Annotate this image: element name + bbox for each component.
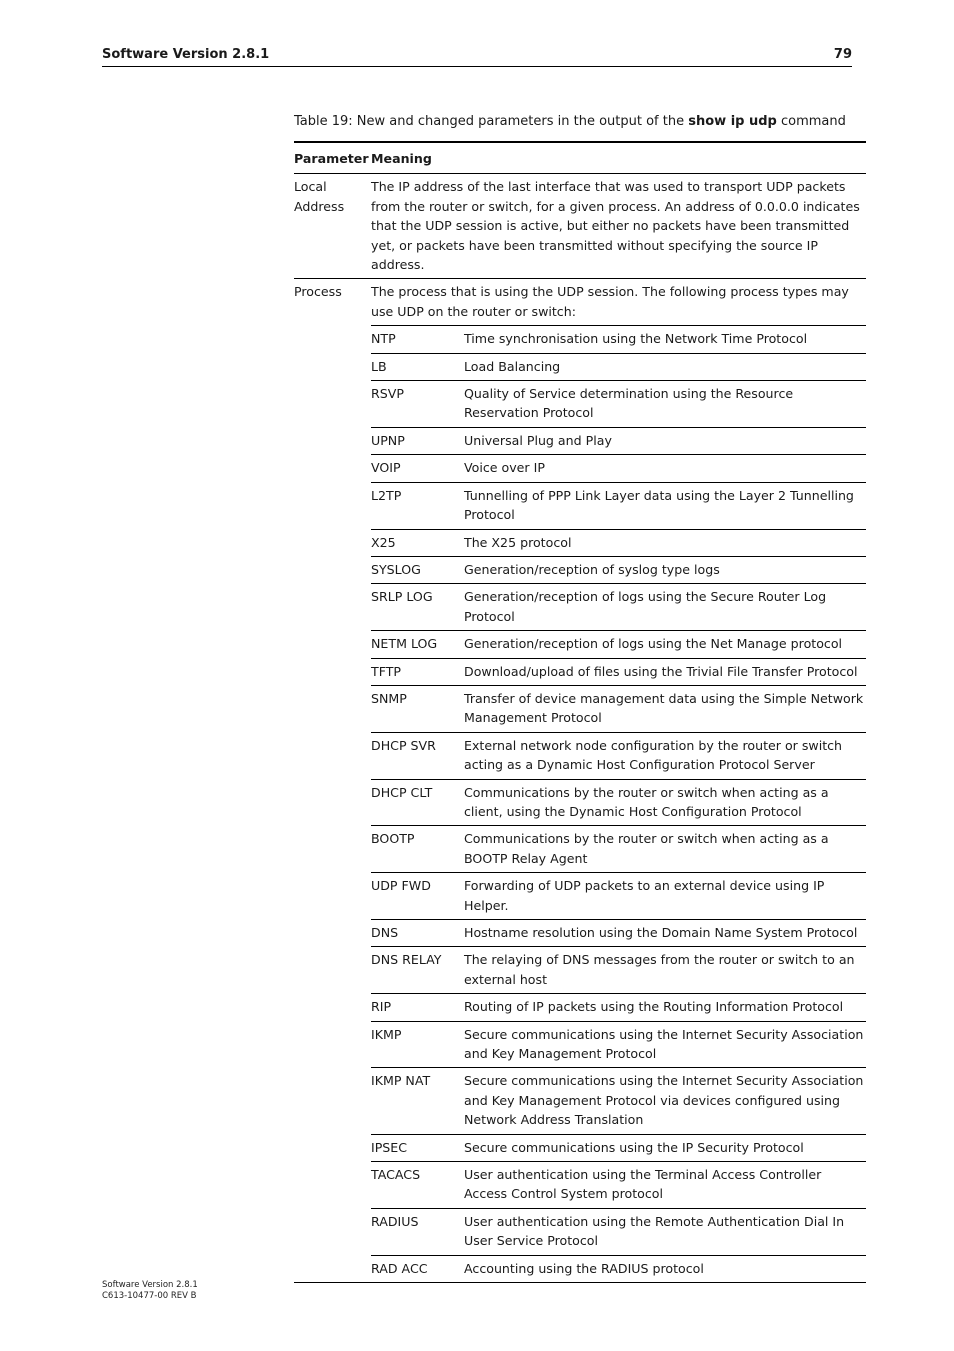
process-type-row — [371, 686, 866, 733]
process-meaning-cell — [371, 282, 866, 1282]
header-parameter: Parameter — [294, 151, 369, 166]
process-type-row — [371, 733, 866, 780]
process-type-description: Accounting using the RADIUS protocol — [464, 1260, 704, 1276]
process-type-row — [371, 1022, 866, 1069]
process-type-row — [371, 1162, 866, 1209]
process-type-name: DHCP CLT — [371, 784, 433, 800]
param-cell: Local Address — [294, 179, 345, 214]
process-type-name: SNMP — [371, 690, 407, 706]
footer-doc-id: C613-10477-00 REV B — [102, 1291, 197, 1301]
process-type-name: RAD ACC — [371, 1260, 428, 1276]
process-type-row — [371, 947, 866, 994]
process-type-description: Quality of Service determination using the Resource Reservation Protocol — [464, 386, 794, 421]
process-type-description: Generation/reception of syslog type logs — [464, 561, 720, 577]
process-type-name: RSVP — [371, 386, 404, 402]
process-type-description: External network node configuration by the router or switch acting as a Dynamic Host Configuration Protocol Server — [464, 737, 843, 773]
page-header — [102, 47, 852, 67]
process-type-name: L2TP — [371, 487, 402, 503]
page-footer — [102, 1280, 198, 1302]
process-type-description: Download/upload of files using the Trivial File Transfer Protocol — [464, 663, 858, 679]
header-meaning: Meaning — [371, 151, 432, 166]
process-type-name: LB — [371, 358, 387, 374]
process-type-description: Tunnelling of PPP Link Layer data using the Layer 2 Tunnelling Protocol — [464, 487, 854, 523]
process-type-row — [371, 1135, 866, 1162]
process-type-list — [371, 325, 866, 1282]
table-header-row — [294, 143, 866, 174]
process-type-row — [371, 1256, 866, 1282]
process-intro: The process that is using the UDP session. The following process types may use UDP on the router or switch: — [371, 284, 849, 319]
process-type-row — [371, 659, 866, 686]
process-type-name: RIP — [371, 999, 392, 1015]
caption-command: show ip udp — [688, 114, 777, 129]
process-type-row — [371, 826, 866, 873]
process-type-description: User authentication using the Remote Authentication Dial In User Service Protocol — [464, 1213, 845, 1249]
table-caption — [294, 114, 866, 129]
process-type-name: TFTP — [371, 663, 402, 679]
process-type-description: Generation/reception of logs using the Net Manage protocol — [464, 636, 843, 652]
process-type-name: NETM LOG — [371, 636, 438, 652]
process-type-description: Generation/reception of logs using the Secure Router Log Protocol — [464, 589, 827, 624]
process-type-name: RADIUS — [371, 1213, 419, 1229]
process-type-row — [371, 326, 866, 353]
process-type-description: Voice over IP — [464, 460, 545, 476]
process-type-row — [371, 873, 866, 920]
process-type-description: Secure communications using the IP Security Protocol — [464, 1139, 804, 1155]
process-type-name: IKMP — [371, 1026, 402, 1042]
process-type-name: IPSEC — [371, 1139, 408, 1155]
table-row — [294, 174, 866, 279]
process-type-row — [371, 428, 866, 455]
process-type-row — [371, 780, 866, 827]
process-type-name: VOIP — [371, 460, 401, 476]
process-type-row — [371, 1068, 866, 1134]
page-number: 79 — [833, 47, 852, 62]
process-type-name: DNS — [371, 925, 399, 940]
process-type-description: The relaying of DNS messages from the router or switch to an external host — [464, 952, 855, 987]
process-type-description: Hostname resolution using the Domain Name System Protocol — [464, 925, 858, 940]
process-type-row — [371, 455, 866, 482]
process-type-row — [371, 530, 866, 557]
process-type-description: Transfer of device management data using the Simple Network Management Protocol — [464, 690, 864, 726]
process-type-name: DNS RELAY — [371, 952, 442, 968]
parameters-table — [294, 141, 866, 1283]
process-type-row — [371, 631, 866, 658]
process-type-row — [371, 354, 866, 381]
process-type-name: BOOTP — [371, 831, 415, 847]
meaning-cell: The IP address of the last interface that was used to transport UDP packets from the router or switch, for a given process. An address of 0.0.0.0 indicates that the UDP session is active, but either no packets have been transmitted yet, or packets have been transmitted without specifying the source IP address. — [371, 179, 860, 273]
process-type-name: UDP FWD — [371, 878, 431, 894]
process-type-name: NTP — [371, 331, 396, 347]
process-type-name: UPNP — [371, 432, 405, 448]
process-type-row — [371, 557, 866, 584]
process-type-name: SRLP LOG — [371, 589, 433, 605]
process-type-description: Forwarding of UDP packets to an external device using IP Helper. — [464, 878, 825, 913]
table-row-process — [294, 279, 866, 1282]
process-type-description: Universal Plug and Play — [464, 432, 612, 448]
process-type-description: Routing of IP packets using the Routing Information Protocol — [464, 999, 844, 1015]
process-type-row — [371, 920, 866, 947]
process-type-description: Time synchronisation using the Network Time Protocol — [464, 331, 808, 347]
process-type-row — [371, 584, 866, 631]
process-type-description: Communications by the router or switch when acting as a BOOTP Relay Agent — [464, 831, 829, 866]
process-type-description: The X25 protocol — [464, 534, 572, 550]
param-cell: Process — [294, 284, 342, 300]
process-type-row — [371, 1209, 866, 1256]
process-type-name: IKMP NAT — [371, 1073, 431, 1089]
footer-version: Software Version 2.8.1 — [102, 1280, 198, 1290]
process-type-description: Secure communications using the Internet Security Association and Key Management Protocol — [464, 1026, 864, 1062]
caption-suffix: command — [776, 114, 846, 129]
process-type-name: SYSLOG — [371, 561, 421, 577]
process-type-description: Load Balancing — [464, 358, 561, 374]
process-type-description: User authentication using the Terminal Access Controller Access Control System protocol — [464, 1167, 822, 1202]
process-type-name: X25 — [371, 534, 396, 550]
process-type-description: Communications by the router or switch when acting as a client, using the Dynamic Host Configuration Protocol — [464, 784, 829, 819]
caption-prefix: Table 19: New and changed parameters in the output of the — [294, 114, 689, 129]
process-type-row — [371, 483, 866, 530]
process-type-name: TACACS — [371, 1167, 421, 1183]
process-type-row — [371, 994, 866, 1021]
process-type-name: DHCP SVR — [371, 737, 436, 753]
process-type-description: Secure communications using the Internet Security Association and Key Management Protocol via devices configured using Network Address Translation — [464, 1073, 864, 1128]
header-title: Software Version 2.8.1 — [102, 47, 270, 62]
process-type-row — [371, 381, 866, 428]
